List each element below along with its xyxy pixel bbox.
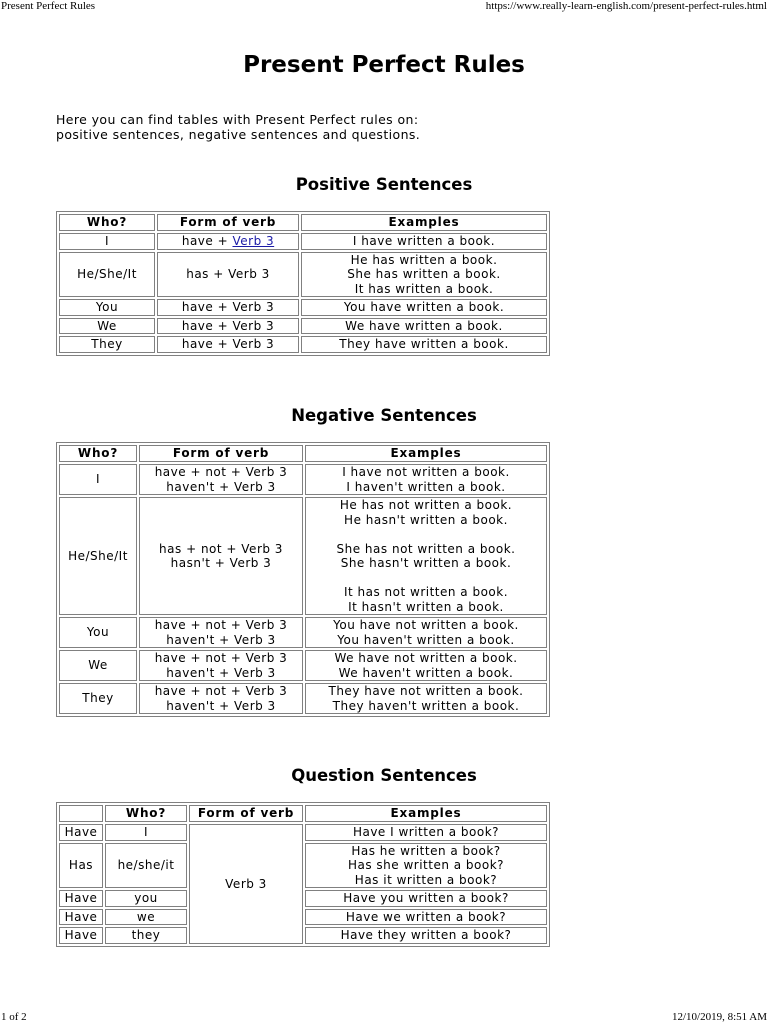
question-heading: Question Sentences xyxy=(291,766,477,785)
table-row xyxy=(59,890,547,907)
column-header xyxy=(59,805,103,822)
table-row xyxy=(59,299,547,316)
positive-heading: Positive Sentences xyxy=(295,175,473,194)
table-header-row xyxy=(59,445,547,462)
table-row xyxy=(59,464,547,495)
table-row xyxy=(59,233,547,250)
column-header: Examples xyxy=(305,805,547,822)
table-row xyxy=(59,650,547,681)
form-cell: have + Verb 3 xyxy=(157,318,299,335)
examples-cell xyxy=(305,890,547,907)
form-cell: have + Verb 3 xyxy=(157,336,299,353)
example-line: She has written a book. xyxy=(347,267,501,281)
who-cell: They xyxy=(59,336,155,353)
example-line: Have you written a book? xyxy=(343,891,509,905)
example-line: He has written a book. xyxy=(350,252,498,267)
form-line: haven't + Verb 3 xyxy=(166,698,276,713)
form-line: has + not + Verb 3 xyxy=(159,541,283,556)
examples-cell xyxy=(301,318,547,335)
example-line: Has she written a book? xyxy=(347,858,505,872)
table-row xyxy=(59,497,547,615)
examples-cell xyxy=(305,464,547,495)
positive-table xyxy=(56,211,550,356)
form-line: have + not + Verb 3 xyxy=(154,465,288,479)
example-line: Have I written a book? xyxy=(352,825,500,839)
who-cell: He/She/It xyxy=(59,252,155,298)
form-text: have + xyxy=(181,234,233,248)
aux-cell: Have xyxy=(59,824,103,841)
who-cell: You xyxy=(59,617,137,648)
table-row xyxy=(59,909,547,926)
example-line: You have written a book. xyxy=(343,300,505,314)
examples-cell xyxy=(305,683,547,714)
form-cell: has + Verb 3 xyxy=(157,252,299,298)
form-cell xyxy=(139,683,303,714)
examples-cell xyxy=(301,336,547,353)
who-cell: I xyxy=(59,233,155,250)
example-line: We have not written a book. xyxy=(334,651,518,665)
example-line: Has he written a book? xyxy=(351,843,501,858)
example-line: We haven't written a book. xyxy=(338,665,514,680)
examples-cell xyxy=(305,824,547,841)
example-line: He has not written a book. xyxy=(339,498,513,512)
table-row xyxy=(59,683,547,714)
intro-line: positive sentences, negative sentences and questions. xyxy=(56,126,421,142)
who-cell: He/She/It xyxy=(59,497,137,615)
table-row xyxy=(59,318,547,335)
column-header: Form of verb xyxy=(139,445,303,462)
who-cell: they xyxy=(105,927,187,944)
example-line: Have we written a book? xyxy=(345,909,507,924)
form-cell xyxy=(157,233,299,250)
table-row xyxy=(59,617,547,648)
table-header-row xyxy=(59,214,547,231)
form-cell: Verb 3 xyxy=(189,824,303,944)
spacer xyxy=(308,527,544,542)
example-line: Have they written a book? xyxy=(340,928,512,942)
table-row xyxy=(59,927,547,944)
form-cell xyxy=(139,617,303,648)
column-header: Who? xyxy=(59,214,155,231)
examples-cell xyxy=(301,233,547,250)
table-row xyxy=(59,824,547,841)
form-cell xyxy=(139,650,303,681)
form-line: have + not + Verb 3 xyxy=(154,618,288,632)
form-line: have + not + Verb 3 xyxy=(154,651,288,665)
example-line: They have not written a book. xyxy=(328,684,524,698)
examples-cell xyxy=(305,843,547,889)
verb-3-link[interactable]: Verb 3 xyxy=(232,234,275,248)
column-header: Form of verb xyxy=(189,805,303,822)
examples-cell xyxy=(305,497,547,615)
column-header: Who? xyxy=(105,805,187,822)
example-line: We have written a book. xyxy=(345,318,503,333)
form-line: haven't + Verb 3 xyxy=(166,665,276,680)
form-cell: have + Verb 3 xyxy=(157,299,299,316)
examples-cell xyxy=(305,909,547,926)
example-line: Has it written a book? xyxy=(354,872,498,887)
example-line: They have written a book. xyxy=(339,337,509,351)
examples-cell xyxy=(301,299,547,316)
print-datetime: 12/10/2019, 8:51 AM xyxy=(671,1011,767,1023)
example-line: He hasn't written a book. xyxy=(344,512,508,527)
example-line: You haven't written a book. xyxy=(337,632,515,647)
print-header xyxy=(0,0,768,14)
who-cell: we xyxy=(105,909,187,926)
examples-cell xyxy=(305,650,547,681)
form-line: haven't + Verb 3 xyxy=(166,632,276,647)
page-number: 1 of 2 xyxy=(1,1011,27,1023)
column-header: Examples xyxy=(301,214,547,231)
print-header-url: https://www.really-learn-english.com/present-perfect-rules.html xyxy=(485,0,767,12)
example-line: You have not written a book. xyxy=(333,618,519,632)
example-line: I have not written a book. xyxy=(342,465,510,479)
column-header: Form of verb xyxy=(157,214,299,231)
column-header: Examples xyxy=(305,445,547,462)
example-line: They haven't written a book. xyxy=(332,698,520,713)
who-cell: They xyxy=(59,683,137,714)
column-header: Who? xyxy=(59,445,137,462)
who-cell: You xyxy=(59,299,155,316)
form-line: have + not + Verb 3 xyxy=(154,684,288,698)
aux-cell: Has xyxy=(59,843,103,889)
spacer xyxy=(308,571,544,586)
form-cell xyxy=(139,464,303,495)
table-row xyxy=(59,252,547,298)
who-cell: I xyxy=(59,464,137,495)
table-header-row xyxy=(59,805,547,822)
aux-cell: Have xyxy=(59,927,103,944)
aux-cell: Have xyxy=(59,909,103,926)
intro-text xyxy=(56,113,656,142)
examples-cell xyxy=(301,252,547,298)
example-line: She has not written a book. xyxy=(336,541,516,556)
table-row xyxy=(59,336,547,353)
who-cell: he/she/it xyxy=(105,843,187,889)
who-cell: I xyxy=(105,824,187,841)
form-cell xyxy=(139,497,303,615)
example-line: It hasn't written a book. xyxy=(348,599,504,614)
examples-cell xyxy=(305,617,547,648)
page-title: Present Perfect Rules xyxy=(243,52,525,78)
table-row xyxy=(59,843,547,889)
who-cell: We xyxy=(59,318,155,335)
examples-cell xyxy=(305,927,547,944)
example-line: It has not written a book. xyxy=(343,585,509,599)
example-line: I haven't written a book. xyxy=(346,479,506,494)
question-table xyxy=(56,802,550,947)
aux-cell: Have xyxy=(59,890,103,907)
example-line: I have written a book. xyxy=(352,234,496,248)
example-line: She hasn't written a book. xyxy=(340,556,512,570)
example-line: It has written a book. xyxy=(354,281,494,296)
negative-table xyxy=(56,442,550,717)
form-line: haven't + Verb 3 xyxy=(166,479,276,494)
print-header-title: Present Perfect Rules xyxy=(1,0,96,12)
negative-heading: Negative Sentences xyxy=(291,406,477,425)
who-cell: you xyxy=(105,890,187,907)
form-line: hasn't + Verb 3 xyxy=(170,556,272,570)
print-footer xyxy=(0,1011,768,1024)
who-cell: We xyxy=(59,650,137,681)
intro-line: Here you can find tables with Present Perfect rules on: xyxy=(56,112,419,127)
